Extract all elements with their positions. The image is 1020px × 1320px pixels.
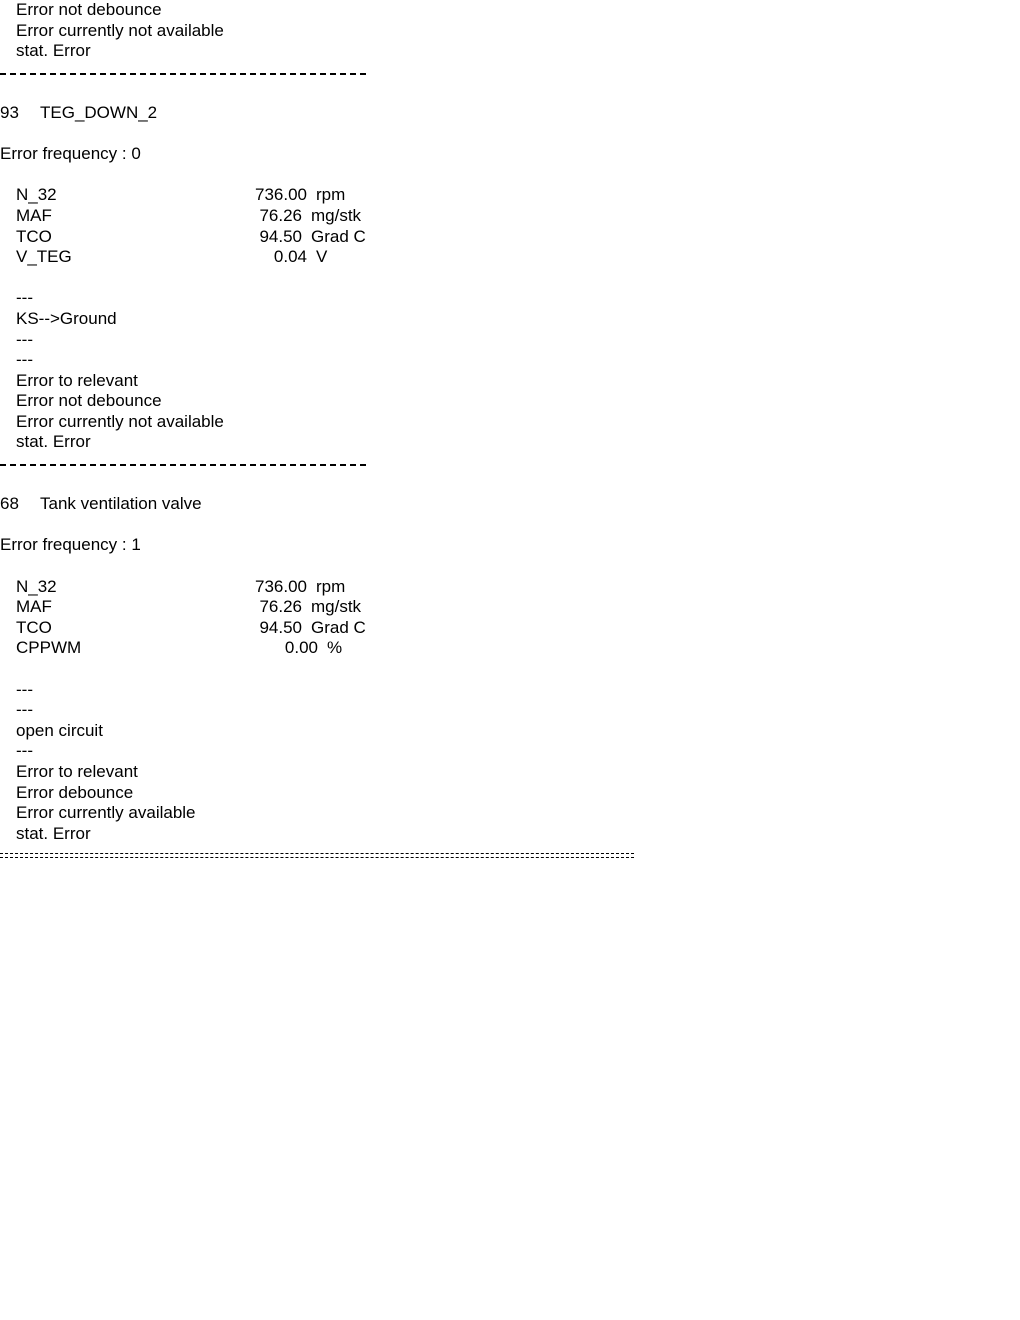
param-unit: V: [316, 247, 328, 267]
status-line: Error to relevant: [16, 370, 138, 390]
param-unit: %: [327, 638, 343, 658]
param-row: [0, 247, 1020, 268]
dashed-separator: [0, 62, 1020, 83]
param-unit: rpm: [316, 576, 346, 596]
param-value: 94.50: [259, 617, 302, 637]
param-name: V_TEG: [16, 247, 72, 267]
param-name: CPPWM: [16, 638, 82, 658]
param-unit: rpm: [316, 185, 346, 205]
param-row: [0, 185, 1020, 206]
condition-line: ---: [16, 741, 33, 761]
param-value: 94.50: [259, 226, 302, 246]
condition-line: ---: [16, 679, 33, 699]
condition-line: ---: [16, 329, 33, 349]
param-row: [0, 618, 1020, 639]
param-value: 0.04: [273, 247, 307, 267]
dashed-separator: [0, 453, 1020, 474]
param-unit: Grad C: [311, 226, 366, 246]
param-value: 76.26: [259, 205, 302, 225]
param-name: MAF: [16, 597, 52, 617]
param-value: 736.00: [255, 576, 307, 596]
error-header: [0, 103, 1020, 124]
error-frequency: Error frequency : 1: [0, 535, 141, 555]
param-name: TCO: [16, 617, 52, 637]
param-name: N_32: [16, 576, 57, 596]
status-line: Error currently available: [16, 803, 196, 823]
error-frequency: Error frequency : 0: [0, 144, 141, 164]
param-row: [0, 638, 1020, 659]
condition-line: KS-->Ground: [16, 308, 117, 328]
status-line: Error to relevant: [16, 761, 138, 781]
error-name: Tank ventilation valve: [40, 494, 202, 514]
double-separator: [0, 844, 1020, 865]
param-name: N_32: [16, 185, 57, 205]
param-row: [0, 206, 1020, 227]
error-name: TEG_DOWN_2: [40, 102, 158, 122]
status-line: Error currently not available: [16, 20, 224, 40]
condition-line: open circuit: [16, 720, 103, 740]
param-unit: mg/stk: [311, 205, 362, 225]
param-name: MAF: [16, 205, 52, 225]
param-row: [0, 597, 1020, 618]
param-value: 0.00: [284, 638, 318, 658]
param-value: 76.26: [259, 597, 302, 617]
status-line: Error not debounce: [16, 391, 162, 411]
param-value: 736.00: [255, 185, 307, 205]
status-line: Error debounce: [16, 782, 134, 802]
status-line: stat. Error: [16, 41, 91, 61]
param-unit: mg/stk: [311, 597, 362, 617]
error-code: 68: [0, 494, 19, 514]
condition-line: ---: [16, 700, 33, 720]
error-code: 93: [0, 102, 19, 122]
condition-line: ---: [16, 288, 33, 308]
param-unit: Grad C: [311, 617, 366, 637]
status-line: stat. Error: [16, 432, 91, 452]
error-header: [0, 494, 1020, 515]
param-name: TCO: [16, 226, 52, 246]
param-row: [0, 227, 1020, 248]
status-line: Error not debounce: [16, 0, 162, 19]
condition-line: ---: [16, 350, 33, 370]
param-row: [0, 577, 1020, 598]
status-line: stat. Error: [16, 823, 91, 843]
status-line: Error currently not available: [16, 411, 224, 431]
